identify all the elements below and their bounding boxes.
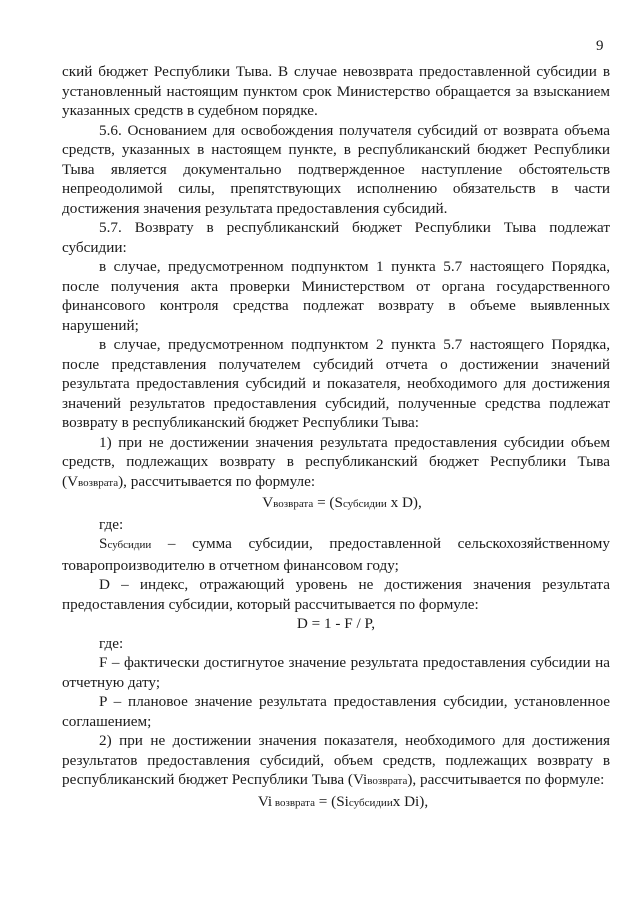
item-2-end: ), рассчитывается по формуле: bbox=[407, 771, 605, 788]
where-label-2: где: bbox=[99, 634, 124, 652]
formula-vi-return bbox=[62, 792, 610, 814]
item-1-end: ), рассчитывается по формуле: bbox=[118, 472, 316, 490]
definition-f: F – фактически достигнутое значение результата предоставления субсидии на отчетную дату; bbox=[62, 654, 610, 691]
formula-1-s-sub: субсидии bbox=[342, 498, 387, 510]
paragraph-5-7: 5.7. Возврату в республиканский бюджет Республики Тыва подлежат субсидии: bbox=[62, 219, 610, 256]
formula-1-eq: = ( bbox=[313, 494, 335, 511]
formula-3-eq: = ( bbox=[314, 792, 337, 810]
definition-s bbox=[62, 534, 610, 575]
formula-v-return bbox=[62, 493, 610, 515]
formula-1-v-sub: возврата bbox=[273, 498, 314, 510]
document-body bbox=[62, 62, 610, 813]
formula-1-v: V bbox=[262, 494, 274, 511]
formula-3-rest: x Di), bbox=[392, 792, 429, 810]
formula-1-rest: x D), bbox=[386, 494, 422, 511]
formula-3-s-sub: субсидии bbox=[348, 796, 393, 809]
item-1-v-sub: возврата bbox=[78, 476, 119, 489]
item-1-v: V bbox=[67, 472, 79, 490]
item-2-v-sub: возврата bbox=[367, 775, 408, 787]
definition-d: D – индекс, отражающий уровень не достижения значения результата предоставления субсидии, который рассчитывается по формуле: bbox=[62, 576, 610, 613]
paragraph-5-6: 5.6. Основанием для освобождения получателя субсидий от возврата объема средств, указанных в настоящем пункте, в республиканский бюджет Республики Тыва является документально подтвержденное наступление обстоятельств непреодолимой силы, препятствующих исполнению обязательств в части достижения значения результата предоставления субсидий. bbox=[62, 121, 610, 217]
definition-p: P – плановое значение результата предоставления субсидии, установленное соглашением; bbox=[62, 693, 610, 730]
formula-1-s: S bbox=[334, 494, 343, 511]
page-number: 9 bbox=[596, 38, 604, 54]
def-s-text: – сумма субсидии, предоставленной сельскохозяйственному товаропроизводителю в отчетном финансовом году; bbox=[62, 535, 610, 574]
formula-3-v: Vi bbox=[257, 792, 273, 810]
item-1-text: 1) при не достижении значения результата предоставления субсидии объем средств, подлежащих возврату в республиканский бюджет Республики Тыва ( bbox=[62, 433, 610, 490]
paragraph-item-2 bbox=[62, 731, 610, 792]
paragraph-continuation: ский бюджет Республики Тыва. В случае невозврата предоставленной субсидии в установленный настоящим пунктом срок Министерство обращается за взысканием указанных средств в судебном порядке. bbox=[62, 63, 610, 119]
item-2-v: Vi bbox=[353, 771, 368, 788]
paragraph-item-1 bbox=[62, 433, 610, 494]
formula-d: D = 1 - F / P, bbox=[296, 615, 376, 632]
where-label-1: где: bbox=[99, 515, 124, 533]
def-s-main: S bbox=[99, 535, 108, 552]
formula-3-s: Si bbox=[336, 792, 349, 810]
formula-3-v-sub: возврата bbox=[272, 796, 315, 809]
paragraph-case-2: в случае, предусмотренном подпунктом 2 пункта 5.7 настоящего Порядка, после представления получателем субсидий отчета о достижении значений результата предоставления субсидий и показателя, необходимого для достижения значений результатов предоставления субсидий, полученные средства подлежат возврату в республиканский бюджет Республики Тыва: bbox=[62, 336, 610, 431]
def-s-sub: субсидии bbox=[107, 539, 152, 551]
item-2-text: 2) при не достижении значения показателя, необходимого для достижения результатов предоставления субсидий, объем средств, подлежащих возврату в республиканский бюджет Республики Тыва ( bbox=[62, 732, 610, 788]
paragraph-case-1: в случае, предусмотренном подпунктом 1 пункта 5.7 настоящего Порядка, после получения акта проверки Министерством от органа государственного финансового контроля средства подлежат возврату в объеме выявленных нарушений; bbox=[62, 258, 610, 334]
